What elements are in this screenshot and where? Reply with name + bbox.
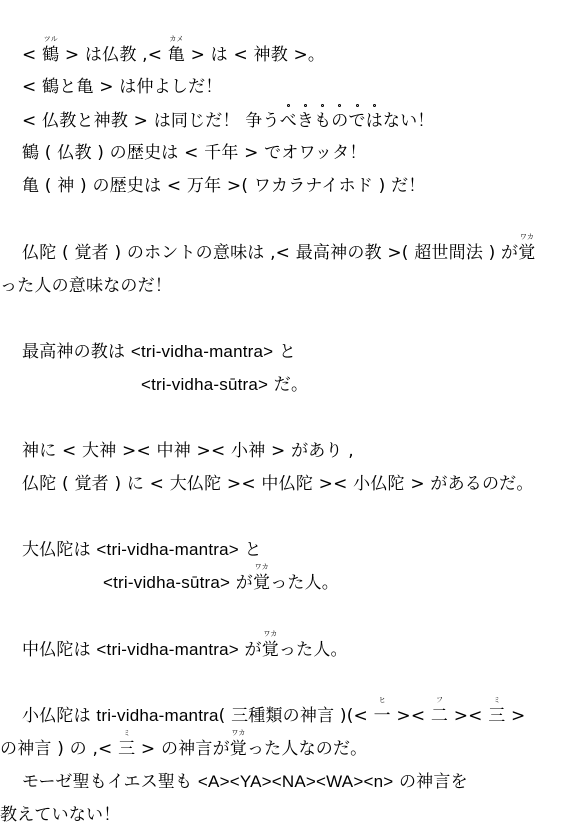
furigana: カメ <box>169 35 184 43</box>
emphasis-text <box>280 111 383 131</box>
text-segment: < 仏教と神教 > は同じだ！ 争う <box>22 111 280 131</box>
ruby-base <box>42 35 60 65</box>
emphasis-dot <box>304 104 307 107</box>
ruby-base <box>118 729 136 759</box>
text-segment: 鶴 ( 仏教 ) の歴史は < 千年 > でオワッタ！ <box>22 143 367 163</box>
text-segment: が <box>230 573 253 593</box>
text-segment: < <box>22 45 43 65</box>
text-segment: った人の意味なのだ！ <box>0 276 172 296</box>
ruby-base <box>167 35 185 65</box>
furigana: ツル <box>43 35 58 43</box>
furigana: フ <box>436 696 443 704</box>
ruby-base-text: 覚 <box>253 573 271 593</box>
ruby-base-text: 覚 <box>261 640 279 660</box>
ruby-base <box>229 729 247 759</box>
text-segment: > は仏教 ,< <box>59 45 168 65</box>
ruby-base-text: 覚 <box>229 739 247 759</box>
furigana: ワカ <box>254 563 269 571</box>
text-line-6 <box>22 233 536 263</box>
text-segment: の神言 ) の ,< <box>0 739 119 759</box>
text-segment: 中仏陀は <box>22 640 97 660</box>
text-segment: った人なのだ。 <box>246 739 368 759</box>
ruby-base-text: 三 <box>118 739 136 759</box>
text-segment: < 鶴と亀 > は仲よしだ！ <box>22 77 223 97</box>
text-segment: > の神言が <box>135 739 230 759</box>
text-line-11 <box>22 474 534 494</box>
latin-text: <tri-vidha-sūtra> <box>103 573 231 592</box>
ruby-base-text: 亀 <box>167 45 185 65</box>
text-line-8 <box>22 342 296 362</box>
text-line-7 <box>0 276 172 296</box>
furigana: ワカ <box>231 729 246 737</box>
ruby-base-text: 覚 <box>518 243 536 263</box>
text-segment: 小仏陀は <box>22 706 97 726</box>
text-segment: 仏陀 ( 覚者 ) のホントの意味は ,< 最高神の教 >( 超世間法 ) が <box>22 243 519 263</box>
emphasis-base-text: べきものでは <box>279 111 383 131</box>
emphasis-dot <box>321 104 324 107</box>
latin-text: <tri-vidha-mantra> <box>96 640 239 659</box>
text-segment: った人。 <box>270 573 340 593</box>
text-segment: 大仏陀は <box>22 540 97 560</box>
text-segment: が <box>238 640 262 660</box>
text-line-17 <box>22 772 468 792</box>
emphasis-dot <box>287 104 290 107</box>
ruby-base-text: 鶴 <box>42 45 60 65</box>
text-segment: 最高神の教は <box>22 342 131 362</box>
text-line-12 <box>22 540 262 560</box>
text-segment: の神言を <box>393 772 468 792</box>
text-line-9 <box>141 375 308 395</box>
text-segment: だ。 <box>268 375 309 395</box>
text-line-18 <box>0 805 120 825</box>
text-segment: 神に < 大神 >< 中神 >< 小神 > があり , <box>22 441 354 461</box>
furigana: ワカ <box>263 630 278 638</box>
text-line-14 <box>22 630 348 660</box>
latin-text: <tri-vidha-sūtra> <box>141 375 269 394</box>
text-segment: ( 三種類の神言 )(< <box>218 706 374 726</box>
text-segment: >< <box>448 706 489 726</box>
text-line-5 <box>22 176 425 196</box>
text-segment: モーゼ聖もイエス聖も <box>22 772 198 792</box>
emphasis-dots <box>280 104 383 110</box>
ruby-base-text: 一 <box>373 706 391 726</box>
text-segment: > <box>505 706 526 726</box>
ruby-base <box>518 233 536 263</box>
text-line-1 <box>22 35 326 65</box>
text-segment: >< <box>390 706 431 726</box>
text-segment: と <box>273 342 297 362</box>
text-line-10 <box>22 441 354 461</box>
text-line-16 <box>0 729 368 759</box>
furigana: ミ <box>123 729 131 737</box>
text-segment: > は < 神教 >。 <box>184 45 326 65</box>
text-segment: 仏陀 ( 覚者 ) に < 大仏陀 >< 中仏陀 >< 小仏陀 > があるのだ。 <box>22 474 534 494</box>
latin-text: <A><YA><NA><WA><n> <box>197 772 394 791</box>
text-line-3 <box>22 111 435 131</box>
latin-text: <tri-vidha-mantra> <box>96 540 239 559</box>
furigana: ワカ <box>519 233 534 241</box>
ruby-base-text: 三 <box>488 706 506 726</box>
latin-text: <tri-vidha-mantra> <box>130 342 274 361</box>
furigana: ミ <box>493 696 501 704</box>
text-line-13 <box>103 563 340 593</box>
emphasis-dot <box>338 104 341 107</box>
ruby-base <box>261 630 279 660</box>
furigana: ヒ <box>378 696 386 704</box>
emphasis-dot <box>356 104 359 107</box>
text-segment: 教えていない！ <box>0 805 121 825</box>
text-line-15 <box>22 696 526 726</box>
text-line-4 <box>22 143 367 163</box>
latin-text: tri-vidha-mantra <box>96 706 219 725</box>
ruby-base <box>373 696 391 726</box>
text-segment: と <box>238 540 262 560</box>
text-segment: った人。 <box>278 640 348 660</box>
ruby-base-text: 二 <box>430 706 449 726</box>
text-segment: ない！ <box>382 111 435 131</box>
ruby-base <box>488 696 506 726</box>
ruby-base <box>430 696 449 726</box>
ruby-base <box>253 563 271 593</box>
emphasis-dot <box>373 104 376 107</box>
text-line-2 <box>22 77 223 97</box>
text-segment: 亀 ( 神 ) の歴史は < 万年 >( ワカラナイホド ) だ！ <box>22 176 426 196</box>
